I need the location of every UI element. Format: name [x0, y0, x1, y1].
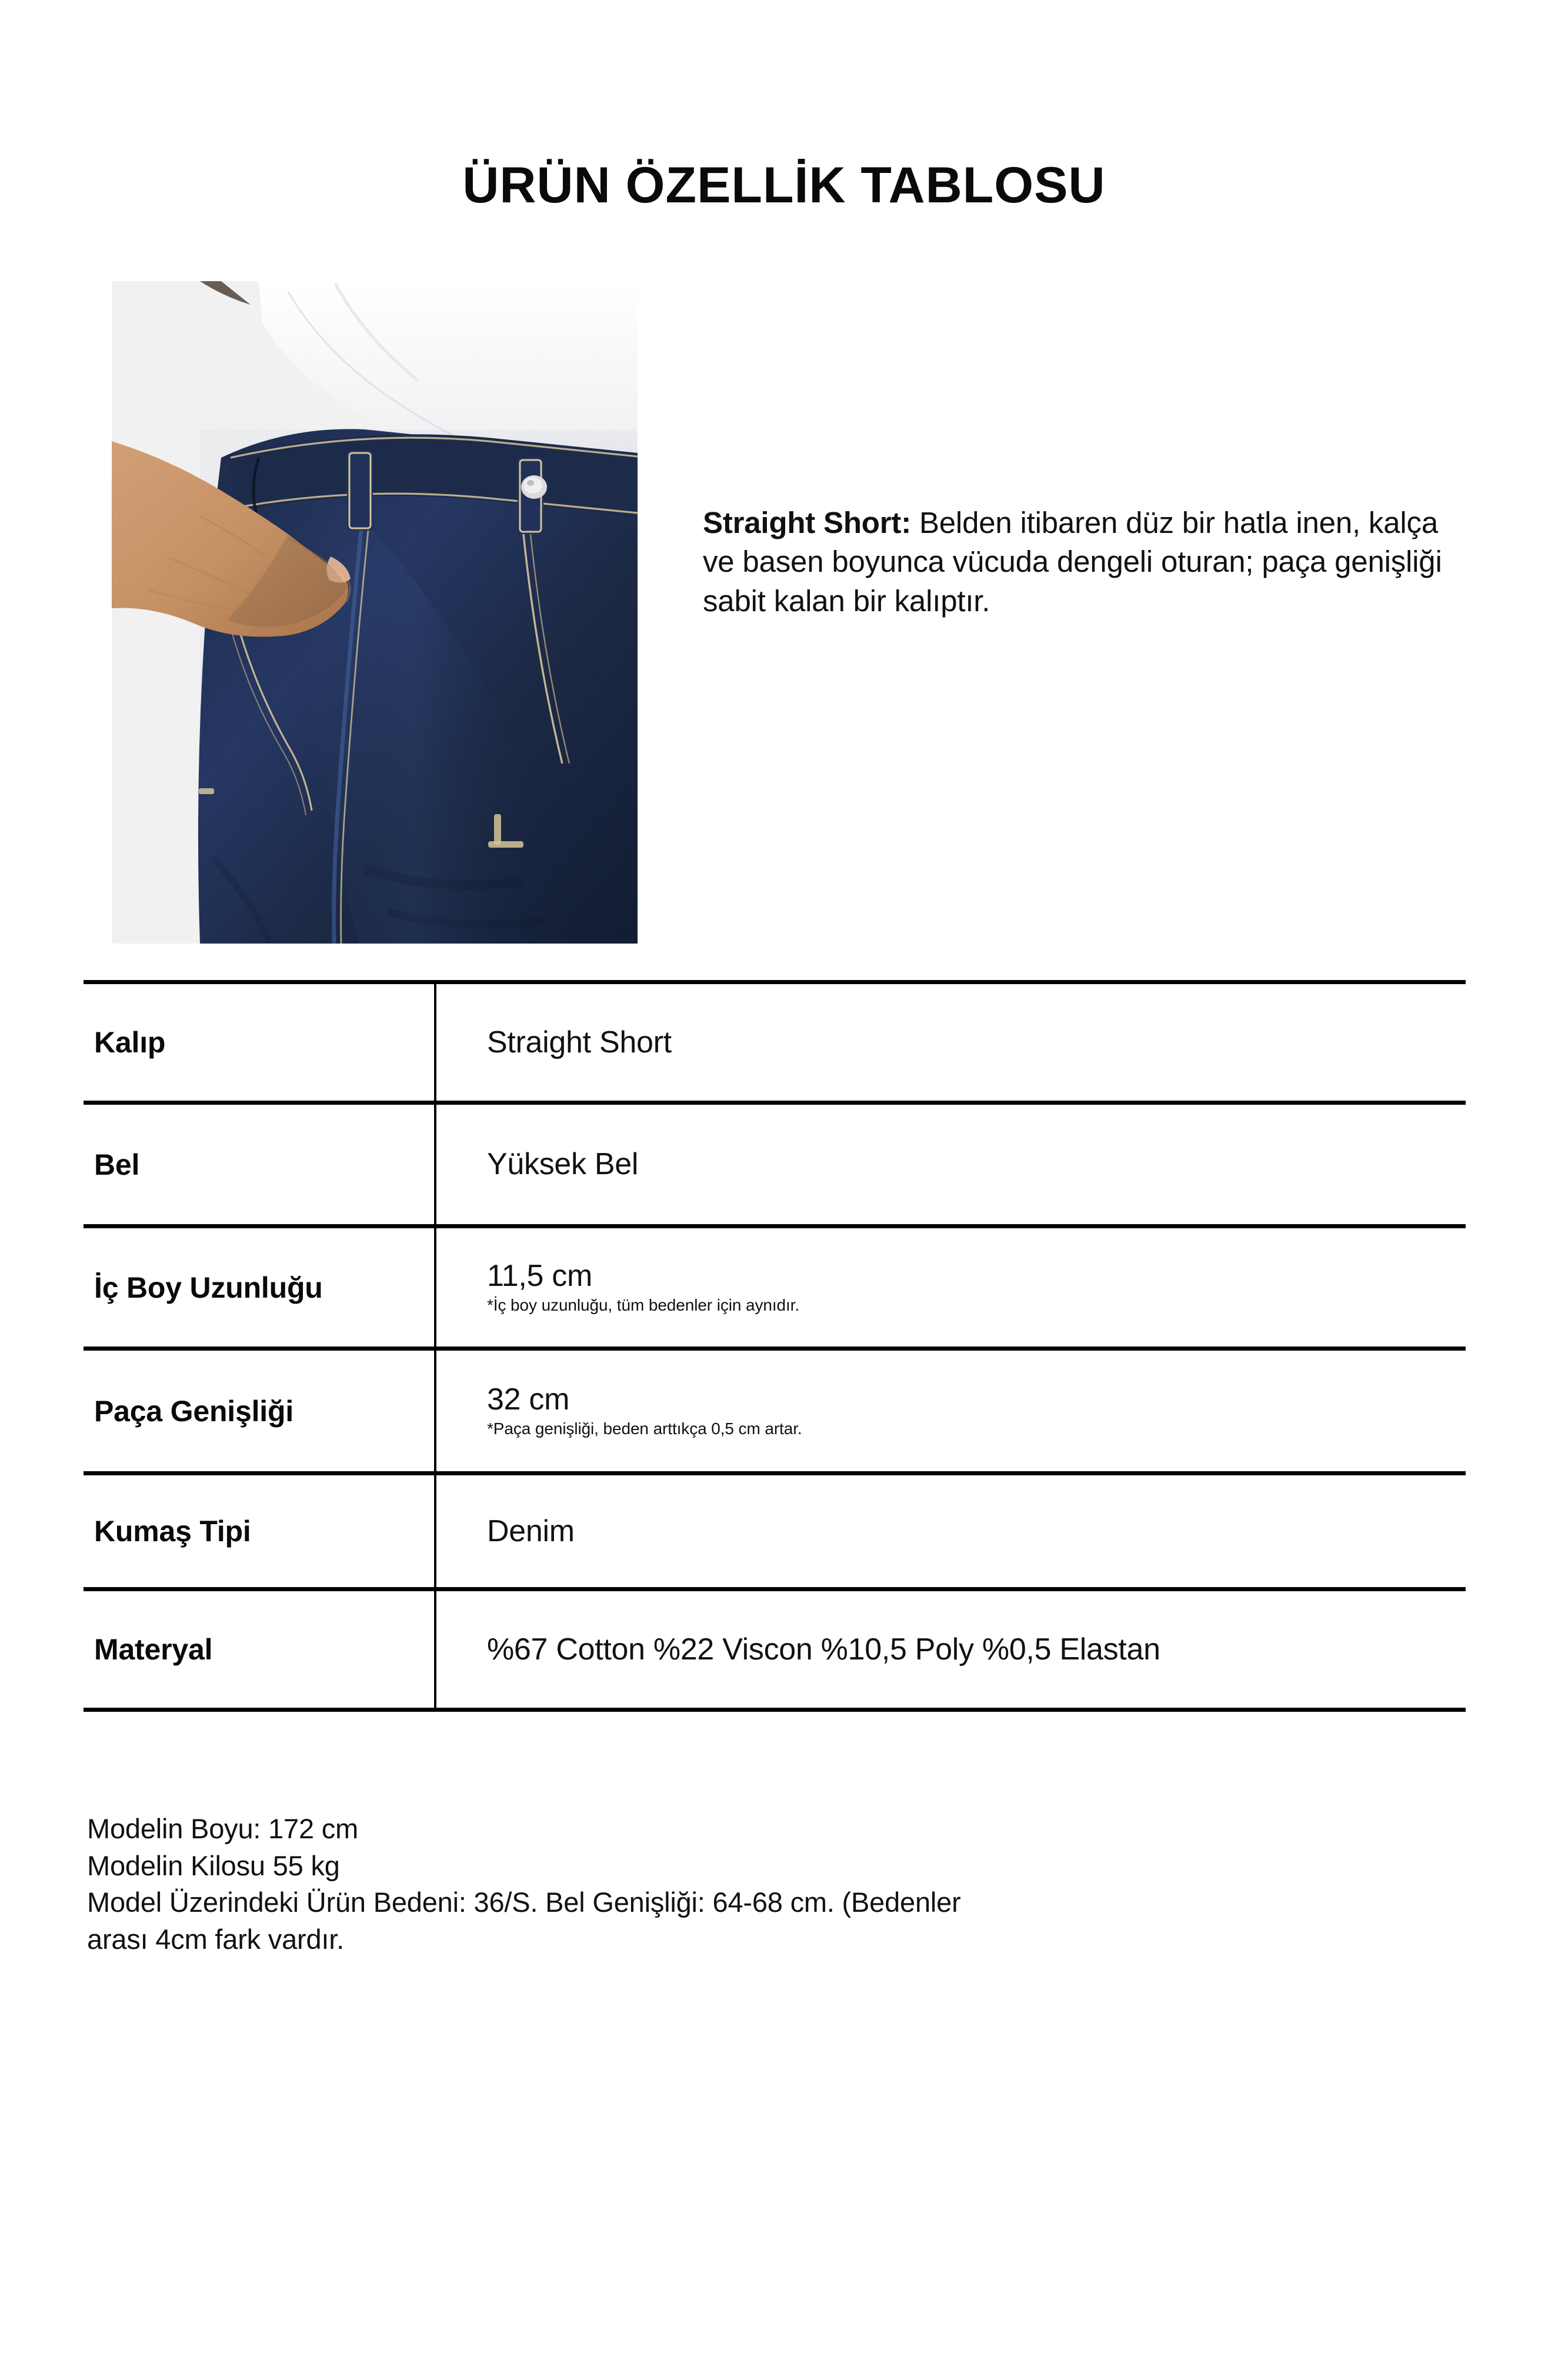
spec-label-kalip: Kalıp [94, 1026, 166, 1059]
table-row [84, 1105, 1466, 1224]
table-bottom-border [84, 1708, 1466, 1712]
table-row [84, 1475, 1466, 1587]
table-row [84, 1228, 1466, 1347]
spec-value-ic-boy-uzunlugu [434, 1259, 1466, 1315]
spec-value-main: 32 cm [487, 1382, 570, 1417]
product-photo [112, 281, 638, 944]
spec-value-bel [434, 1148, 1466, 1181]
spec-value-main: Yüksek Bel [487, 1147, 639, 1182]
spec-value-main: Denim [487, 1514, 575, 1548]
product-spec-table [84, 980, 1466, 1712]
spec-value-materyal [434, 1633, 1466, 1666]
spec-value-kumas-tipi [434, 1515, 1466, 1548]
model-weight-note: Modelin Kilosu 55 kg [87, 1849, 340, 1881]
table-row [84, 1591, 1466, 1708]
table-row-divider [84, 1224, 1466, 1228]
model-measurements-notes [87, 1811, 1457, 1958]
table-row [84, 1351, 1466, 1471]
spec-value-note: *İç boy uzunluğu, tüm bedenler için aynıdır. [487, 1296, 800, 1315]
size-difference-note: arası 4cm fark vardır. [87, 1923, 345, 1955]
spec-value-note: *Paça genişliği, beden arttıkça 0,5 cm artar. [487, 1419, 802, 1438]
table-top-border [84, 980, 1466, 984]
product-fit-description [703, 504, 1467, 621]
model-height-note: Modelin Boyu: 172 cm [87, 1813, 359, 1844]
table-row [84, 984, 1466, 1101]
table-row-divider [84, 1587, 1466, 1591]
spec-value-main: 11,5 cm [487, 1258, 593, 1293]
fit-description-text: Belden itibaren düz bir hatla inen, kalça ve basen boyunca vücuda dengeli oturan; paça genişliği sabit kalan bir kalıptır. [703, 506, 1442, 618]
table-row-divider [84, 1101, 1466, 1105]
spec-label-paca-genisligi: Paça Genişliği [94, 1394, 294, 1428]
hero-section [112, 281, 1464, 946]
denim-shorts-closeup-photo [112, 281, 638, 944]
spec-label-kumas-tipi: Kumaş Tipi [94, 1515, 251, 1548]
spec-value-kalip [434, 1026, 1466, 1059]
fit-name-label: Straight Short: [703, 506, 911, 539]
spec-label-bel: Bel [94, 1148, 140, 1181]
table-row-divider [84, 1347, 1466, 1351]
spec-label-ic-boy-uzunlugu: İç Boy Uzunluğu [94, 1271, 323, 1304]
page-title: ÜRÜN ÖZELLİK TABLOSU [462, 157, 1106, 214]
spec-label-materyal: Materyal [94, 1633, 213, 1666]
spec-value-paca-genisligi [434, 1383, 1466, 1439]
spec-value-main: %67 Cotton %22 Viscon %10,5 Poly %0,5 Elastan [487, 1632, 1160, 1667]
table-row-divider [84, 1471, 1466, 1475]
spec-value-main: Straight Short [487, 1025, 672, 1059]
model-product-size-note: Model Üzerindeki Ürün Bedeni: 36/S. Bel Genişliği: 64-68 cm. (Bedenler [87, 1887, 961, 1918]
